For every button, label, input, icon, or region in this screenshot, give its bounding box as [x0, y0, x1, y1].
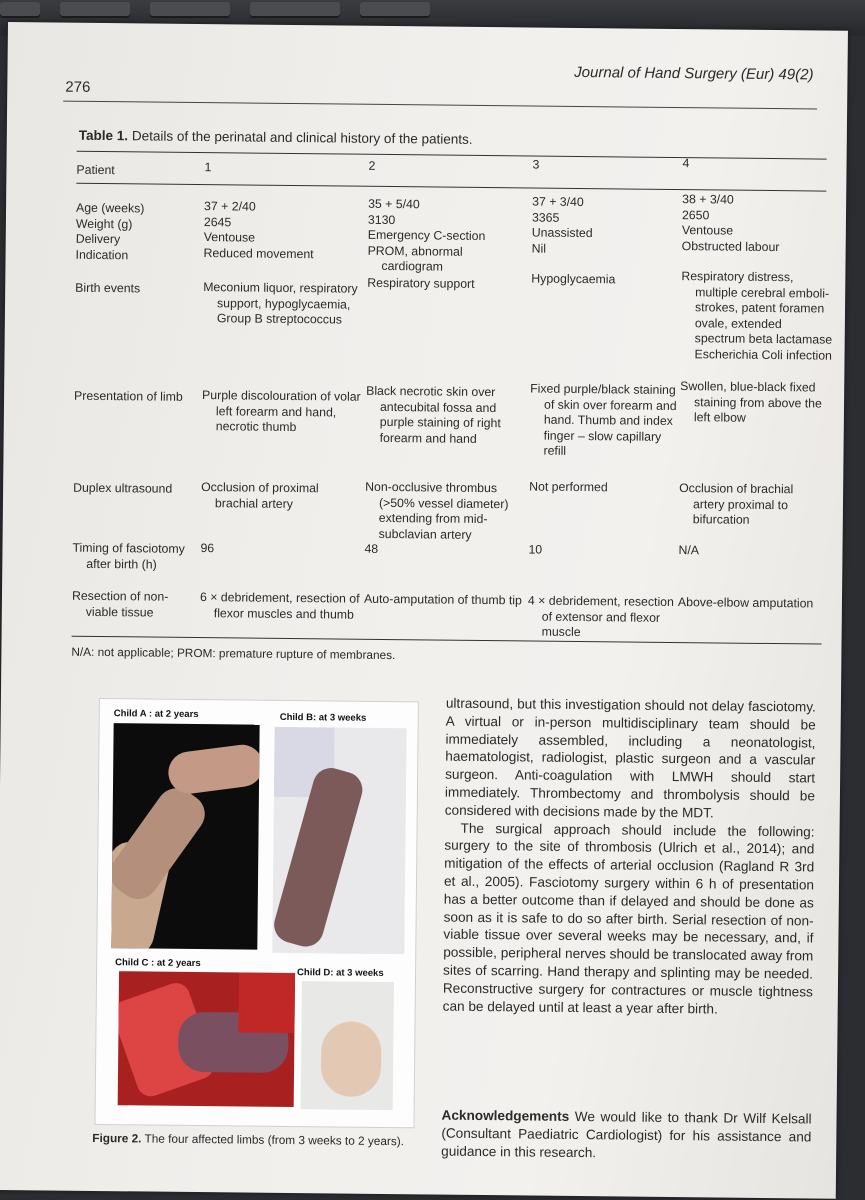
journal-title: Journal of Hand Surgery (Eur) 49(2)	[574, 63, 814, 84]
cell-ultrasound-1: Occlusion of proximal brachial artery	[201, 480, 319, 511]
cell-resection-2: Auto-amputation of thumb tip	[363, 591, 522, 608]
cell-birth-events-4: Respiratory distress, multiple cerebral emboli-strokes, patent foramen ovale, extended spectrum beta lactamase Escherichia Coli infection	[681, 269, 833, 363]
panel-label-c: Child C : at 2 years	[115, 957, 201, 970]
cell-timing-2: 48	[364, 541, 379, 556]
cell-demographics-1	[204, 199, 365, 263]
table-header-rule	[76, 183, 826, 192]
figure-2	[94, 698, 418, 1128]
cell-timing-3: 10	[528, 542, 543, 557]
cell-text: Unassisted	[531, 225, 593, 241]
photo-child-d	[301, 981, 394, 1110]
clinical-history-table	[71, 156, 833, 640]
cell-birth-events-1: Meconium liquor, respiratory support, hypoglycaemia, Group B streptococcus	[203, 280, 358, 327]
cell-text: 35 + 5/40	[368, 196, 420, 212]
cell-demographics-3	[532, 194, 681, 258]
row-label-birth-events: Birth events	[75, 280, 141, 296]
table-header-col-4: 4	[682, 156, 690, 171]
photo-child-c	[118, 971, 295, 1107]
cell-presentation-4: Swollen, blue-black fixed staining from above the left elbow	[680, 379, 822, 425]
cell-presentation-1: Purple discolouration of volar left forearm and hand, necrotic thumb	[202, 388, 361, 435]
cell-ultrasound-4: Occlusion of brachial artery proximal to bifurcation	[679, 481, 794, 527]
body-text-column	[443, 695, 816, 1019]
table-header-col-2: 2	[368, 158, 376, 173]
cell-text: 2645	[203, 214, 232, 229]
cell-text: Emergency C-section	[367, 227, 486, 244]
figure-label: Figure 2.	[92, 1130, 142, 1146]
table-header-col-1: 1	[204, 160, 212, 175]
table-bottom-rule	[72, 636, 822, 645]
row-label-timing: Timing of fasciotomy after birth (h)	[72, 540, 185, 572]
cell-text: Reduced movement	[203, 245, 314, 261]
label-indication: Indication	[75, 247, 129, 262]
cell-text: 38 + 3/40	[682, 192, 734, 207]
cell-text: Obstructed labour	[681, 238, 780, 254]
cell-text: 2650	[681, 207, 710, 222]
header-rule	[63, 101, 817, 110]
table-footnote: N/A: not applicable; PROM: premature rupture of membranes.	[71, 644, 396, 663]
cell-resection-1: 6 × debridement, resection of flexor muscles and thumb	[199, 590, 360, 622]
page-number: 276	[65, 78, 91, 96]
label-age: Age (weeks)	[75, 200, 145, 216]
table-caption	[79, 128, 473, 147]
cell-timing-4: N/A	[678, 543, 700, 558]
figure-caption	[92, 1131, 432, 1149]
label-weight: Weight (g)	[75, 216, 133, 231]
cell-birth-events-3: Hypoglycaemia	[531, 271, 616, 287]
row-label-resection: Resection of non-viable tissue	[71, 588, 169, 620]
cell-resection-3: 4 × debridement, resection of extensor and flexor muscle	[527, 593, 674, 640]
cell-birth-events-2: Respiratory support	[367, 275, 475, 291]
panel-label-b: Child B: at 3 weeks	[279, 711, 367, 724]
panel-label-a: Child A : at 2 years	[113, 708, 199, 721]
cell-presentation-3: Fixed purple/black staining of skin over forearm and hand. Thumb and index finger – slow capillary refill	[530, 381, 677, 458]
cell-demographics-4	[682, 192, 823, 255]
cell-ultrasound-2: Non-occlusive thrombus (>50% vessel diameter) extending from mid-subclavian artery	[365, 479, 509, 542]
cell-text: Ventouse	[203, 230, 256, 245]
cell-resection-4: Above-elbow amputation	[677, 595, 814, 611]
cell-demographics-2	[367, 197, 526, 276]
table-caption-text: Details of the perinatal and clinical history of the patients.	[131, 128, 473, 147]
ack-text: We would like to thank Dr Wilf Kelsall (Consultant Paediatric Cardiologist) for his assistance and guidance in this research.	[441, 1108, 812, 1160]
cell-text: 37 + 3/40	[532, 194, 584, 210]
panel-label-d: Child D: at 3 weeks	[297, 967, 384, 979]
body-paragraph: ultrasound, but this investigation should not delay fasciotomy. A virtual or in-person multidisciplinary team should be immediately assembled, including a neonatologist, haematologist, radiologist, plastic surgeon and a vascular surgeon. Anti-coagulation with LMWH should start immediately. Thrombectomy and thrombolysis should be considered with decisions made by the MDT.	[444, 695, 816, 821]
acknowledgements	[441, 1107, 812, 1164]
table-top-rule	[77, 151, 827, 160]
body-paragraph: The surgical approach should include the following: surgery to the site of thrombosis (Ulrich et al., 2014); and mitigation of the effects of arterial occlusion (Ragland R 3rd et al., 2005). Fasciotomy surgery within 6 h of presentation has a better outcome than if delayed and should be done as soon as it is safe to do so after birth. Serial resection of non-viable tissue over several weeks may be necessary, and, if possible, peripheral nerves should be translocated away from sites of scarring. Hand therapy and splinting may be needed. Reconstructive surgery for contractures or muscle tightness can be delayed until at least a year after birth.	[442, 820, 815, 1017]
cell-text: PROM, abnormal cardiogram	[367, 243, 463, 274]
cell-text: 3365	[531, 209, 560, 225]
row-label-presentation: Presentation of limb	[74, 388, 183, 404]
photo-child-a	[111, 723, 259, 950]
cell-timing-1: 96	[200, 541, 215, 556]
journal-page	[0, 22, 848, 1199]
photo-child-b	[272, 727, 406, 954]
cell-presentation-2: Black necrotic skin over antecubital fossa and purple staining of right forearm and hand	[366, 383, 501, 446]
table-label: Table 1.	[78, 127, 129, 144]
label-delivery: Delivery	[75, 231, 121, 247]
table-header-col-3: 3	[532, 157, 540, 172]
cell-text: 37 + 2/40	[204, 199, 256, 214]
cell-text: 3130	[367, 212, 396, 227]
cell-ultrasound-3: Not performed	[529, 479, 608, 495]
ack-heading: Acknowledgements	[441, 1107, 570, 1124]
table-header-patient: Patient	[76, 162, 115, 178]
figure-caption-text: The four affected limbs (from 3 weeks to 2 years).	[144, 1131, 405, 1149]
cell-text: Nil	[531, 240, 547, 256]
cell-text: Ventouse	[681, 223, 734, 238]
row-label-duplex-ultrasound: Duplex ultrasound	[73, 480, 173, 496]
row-label-demographics	[75, 201, 194, 264]
